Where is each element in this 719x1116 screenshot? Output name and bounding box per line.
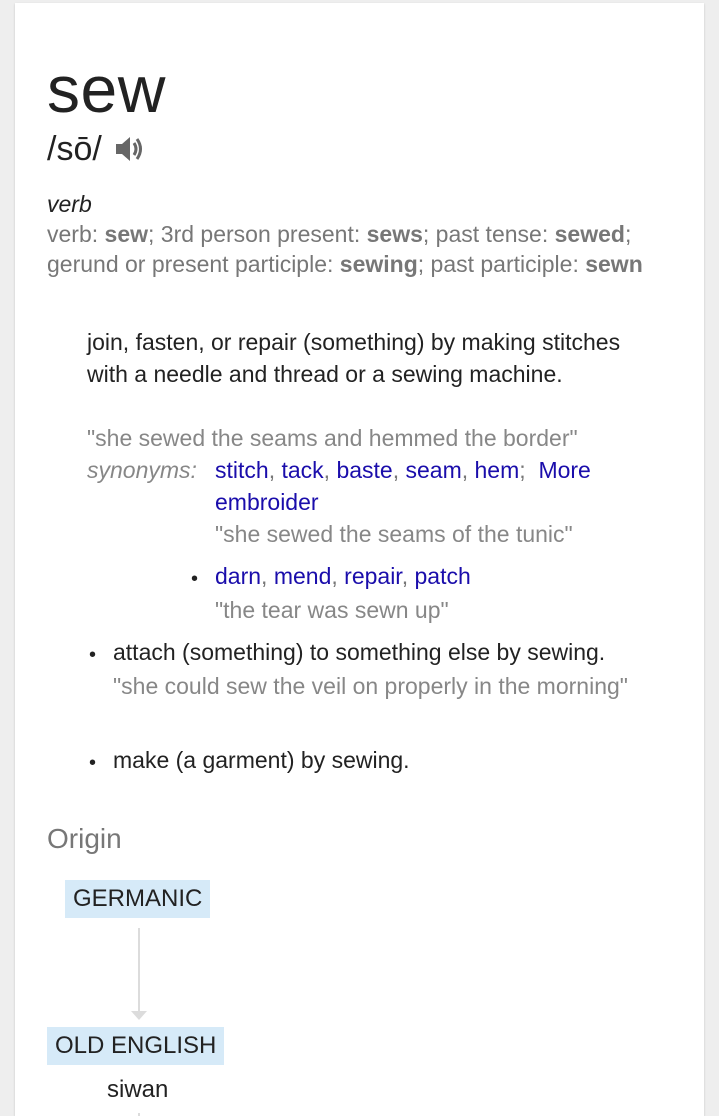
synonym-link[interactable]: hem: [474, 457, 520, 483]
forms-text: verb:: [47, 221, 105, 247]
example-1: "she sewed the seams and hemmed the border": [87, 425, 578, 451]
phonetic: /sō/: [47, 130, 102, 168]
synonyms-row-3: darn, mend, repair, patch: [215, 563, 471, 589]
form-value: sewn: [585, 251, 643, 277]
synonyms-example-1: "she sewed the seams of the tunic": [215, 521, 573, 547]
subsense-1-example: "she could sew the veil on properly in the morning": [113, 673, 628, 699]
synonym-link[interactable]: repair: [344, 563, 402, 589]
pronunciation-row: [47, 127, 146, 171]
bullet-icon: •: [89, 752, 97, 774]
synonyms-row-1: stitch, tack, baste, seam, hem; More: [215, 457, 591, 483]
forms-text: ; past tense:: [422, 221, 555, 247]
part-of-speech: verb: [47, 191, 92, 217]
origin-title: Origin: [47, 823, 122, 854]
dictionary-card: [15, 3, 704, 1116]
arrow-down-icon: [131, 1011, 147, 1020]
forms-text: ; gerund or present participle:: [47, 221, 632, 277]
synonym-link[interactable]: mend: [273, 563, 332, 589]
synonym-link[interactable]: embroider: [215, 489, 319, 515]
more-synonyms-link[interactable]: More: [538, 457, 591, 483]
subsense-2-definition: make (a garment) by sewing.: [113, 747, 410, 773]
subsense-1-definition: attach (something) to something else by sewing.: [113, 639, 606, 665]
synonym-link[interactable]: seam: [405, 457, 462, 483]
speaker-icon[interactable]: [112, 132, 146, 166]
origin-arrow: [138, 928, 140, 1016]
bullet-icon: •: [191, 568, 199, 590]
origin-node-germanic: GERMANIC: [65, 880, 210, 918]
synonym-link[interactable]: tack: [281, 457, 324, 483]
form-value: sewed: [554, 221, 625, 247]
origin-word: siwan: [107, 1076, 169, 1103]
origin-node-old-english: OLD ENGLISH: [47, 1027, 224, 1065]
synonyms-label: synonyms:: [87, 457, 197, 483]
headword: sew: [47, 52, 166, 126]
definition-1: join, fasten, or repair (something) by making stitches with a needle and thread or a sewing machine.: [87, 329, 621, 387]
synonym-link[interactable]: baste: [336, 457, 393, 483]
synonyms-row-2: [215, 486, 319, 518]
forms-text: ; past participle:: [417, 251, 586, 277]
verb-forms: [47, 219, 667, 279]
synonyms-example-2: "the tear was sewn up": [215, 597, 449, 623]
bullet-icon: •: [89, 644, 97, 666]
forms-text: ; 3rd person present:: [148, 221, 367, 247]
synonym-link[interactable]: darn: [215, 563, 262, 589]
form-value: sew: [104, 221, 149, 247]
synonym-link[interactable]: patch: [414, 563, 471, 589]
synonym-link[interactable]: stitch: [215, 457, 269, 483]
form-value: sewing: [339, 251, 418, 277]
form-value: sews: [366, 221, 423, 247]
